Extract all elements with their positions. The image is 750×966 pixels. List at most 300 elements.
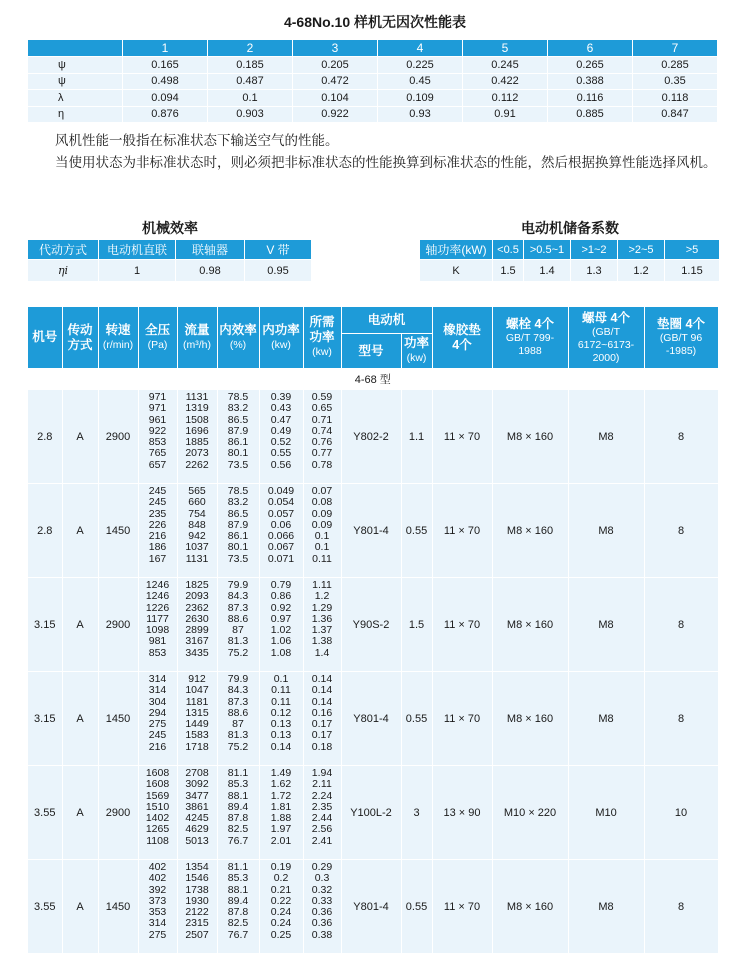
header-required-power — [303, 307, 341, 369]
int-power-list — [259, 860, 303, 954]
washer-cell: 8 — [644, 484, 718, 578]
eff-list — [217, 672, 259, 766]
list-value: 1885 — [185, 436, 209, 449]
int-power-list — [259, 390, 303, 484]
header-nut — [568, 307, 644, 369]
motor-reserve-table — [420, 240, 720, 282]
list-value: 0.16 — [311, 706, 333, 719]
eff-list — [217, 390, 259, 484]
cell: 0.109 — [378, 90, 463, 107]
cell: 0.885 — [548, 106, 633, 123]
drive-cell: A — [62, 484, 98, 578]
bolt-cell: M8 × 160 — [492, 860, 568, 954]
cell: 0.498 — [123, 73, 208, 90]
list-value: 245 — [148, 729, 167, 742]
list-value: 81.1 — [227, 767, 249, 779]
list-value: 88.6 — [227, 706, 249, 719]
header-speed-unit: (r/min) — [102, 338, 134, 351]
list-value: 75.2 — [227, 646, 249, 659]
list-value: 2.44 — [311, 812, 333, 825]
list-value: 1181 — [185, 695, 209, 708]
nut-cell: M8 — [568, 390, 644, 484]
pressure-list — [138, 766, 177, 860]
int-power-list — [259, 766, 303, 860]
motor-model-cell: Y801-4 — [341, 860, 401, 954]
req-power-list — [303, 484, 341, 578]
list-value: 3861 — [185, 800, 209, 813]
list-value: 0.067 — [267, 541, 295, 554]
list-value: 86.1 — [227, 530, 249, 543]
list-value: 1.36 — [311, 612, 333, 625]
list-value: 87.3 — [227, 601, 249, 614]
list-value: 0.47 — [270, 413, 292, 426]
flow-list — [177, 484, 217, 578]
list-value: 0.36 — [311, 906, 333, 919]
req-power-list — [303, 860, 341, 954]
group-row — [28, 766, 718, 860]
cell: 1.3 — [571, 260, 618, 282]
list-value: 1718 — [185, 740, 209, 753]
table-row — [28, 73, 718, 90]
machine-no-cell: 2.8 — [28, 484, 62, 578]
req-power-list — [303, 672, 341, 766]
list-value: 0.19 — [270, 861, 292, 873]
list-value: 87.8 — [227, 812, 249, 825]
header-internal-eff — [217, 307, 259, 369]
washer-cell: 8 — [644, 578, 718, 672]
list-value: 1738 — [185, 883, 209, 896]
cell: 0.98 — [176, 260, 245, 282]
header-pressure-unit: (Pa) — [147, 338, 168, 351]
mech-efficiency-title: 机械效率 — [142, 220, 198, 236]
cell: 1.5 — [493, 260, 524, 282]
page-title: 4-68No.10 样机无因次性能表 — [283, 14, 467, 30]
list-value: 0.08 — [311, 496, 333, 509]
list-value: 89.4 — [227, 800, 249, 813]
list-value: 0.14 — [311, 673, 333, 685]
list-value: 1.62 — [270, 778, 292, 791]
list-value: 981 — [148, 635, 167, 648]
motor-power-cell: 0.55 — [401, 860, 432, 954]
flow-list — [177, 766, 217, 860]
int-power-list — [259, 578, 303, 672]
list-value: 1246 — [145, 590, 170, 603]
list-value: 1047 — [185, 684, 209, 697]
header-power-label: 内功率 — [262, 322, 300, 337]
list-value: 82.5 — [227, 823, 249, 836]
list-value: 3477 — [185, 789, 209, 802]
list-value: 216 — [148, 530, 167, 543]
motor-model-cell: Y801-4 — [341, 672, 401, 766]
list-value: 314 — [148, 917, 167, 930]
list-value: 0.057 — [267, 507, 295, 520]
list-value: 88.6 — [227, 612, 249, 625]
list-value: 1.37 — [311, 624, 333, 637]
table-row — [28, 260, 312, 282]
list-value: 4629 — [185, 823, 209, 836]
header-bolt-label: 螺栓 4个 — [506, 317, 554, 331]
cell: 0.285 — [633, 57, 718, 74]
model-label: 4-68 型 — [28, 369, 718, 390]
cell: 0.1 — [208, 90, 293, 107]
motor-model-cell: Y802-2 — [341, 390, 401, 484]
header-eff-label: 内效率 — [219, 322, 257, 337]
list-value: 657 — [148, 458, 167, 471]
washer-cell: 10 — [644, 766, 718, 860]
table-header-row — [28, 307, 718, 334]
column-header: >1~2 — [571, 240, 618, 260]
list-value: 2122 — [185, 906, 209, 919]
list-value: 0.14 — [311, 684, 333, 697]
list-value: 0.066 — [267, 530, 295, 543]
speed-cell: 1450 — [98, 672, 138, 766]
list-value: 0.24 — [270, 906, 292, 919]
flow-list — [177, 672, 217, 766]
list-value: 2.24 — [311, 789, 333, 802]
motor-power-cell: 1.5 — [401, 578, 432, 672]
column-header: >5 — [665, 240, 720, 260]
req-power-list — [303, 390, 341, 484]
motor-power-cell: 0.55 — [401, 672, 432, 766]
list-value: 0.39 — [270, 391, 292, 403]
cell: 0.245 — [463, 57, 548, 74]
list-value: 0.25 — [270, 928, 292, 941]
list-value: 1354 — [185, 861, 209, 873]
nut-cell: M8 — [568, 672, 644, 766]
pressure-list — [138, 672, 177, 766]
drive-cell: A — [62, 390, 98, 484]
list-value: 1319 — [185, 402, 209, 415]
table-row — [28, 106, 718, 123]
list-value: 0.12 — [270, 706, 292, 719]
table-row — [28, 90, 718, 107]
list-value: 81.3 — [227, 635, 249, 648]
motor-reserve-title: 电动机储备系数 — [521, 220, 619, 236]
cell: 0.388 — [548, 73, 633, 90]
list-value: 0.071 — [267, 552, 295, 565]
pressure-list — [138, 484, 177, 578]
header-req-label: 所需功率 — [309, 315, 335, 344]
list-value: 2.01 — [270, 834, 292, 847]
eff-list — [217, 766, 259, 860]
list-value: 848 — [188, 518, 206, 531]
list-value: 226 — [148, 518, 167, 531]
column-header: 电动机直联 — [99, 240, 176, 260]
header-motor: 电动机 — [341, 307, 432, 334]
flow-list — [177, 578, 217, 672]
header-power-unit: (kw) — [271, 338, 291, 351]
list-value: 1.29 — [311, 601, 333, 614]
column-header: 5 — [463, 40, 548, 57]
list-value: 235 — [148, 507, 167, 520]
list-value: 0.14 — [311, 695, 333, 708]
list-value: 2262 — [185, 458, 209, 471]
cell: 1.4 — [524, 260, 571, 282]
list-value: 0.17 — [311, 718, 333, 731]
list-value: 3435 — [185, 646, 209, 659]
list-value: 1.11 — [312, 579, 332, 591]
cell: 0.95 — [245, 260, 312, 282]
list-value: 660 — [188, 496, 206, 509]
header-washer-std: (GB/T 96 -1985) — [659, 332, 703, 357]
cell: 0.112 — [463, 90, 548, 107]
machine-no-cell: 3.15 — [28, 672, 62, 766]
list-value: 1825 — [185, 579, 209, 591]
list-value: 1.49 — [270, 767, 292, 779]
list-value: 87 — [232, 718, 244, 731]
machine-no-cell: 3.55 — [28, 766, 62, 860]
header-flow-label: 流量 — [184, 322, 210, 337]
list-value: 87.3 — [227, 695, 249, 708]
group-row — [28, 860, 718, 954]
list-value: 0.11 — [312, 552, 332, 565]
bolt-cell: M8 × 160 — [492, 390, 568, 484]
req-power-list — [303, 578, 341, 672]
column-header: >0.5~1 — [524, 240, 571, 260]
list-value: 0.49 — [270, 424, 292, 437]
list-value: 1.02 — [270, 624, 292, 637]
list-value: 1098 — [145, 624, 170, 637]
header-motor-power-label: 功率 — [404, 336, 430, 350]
column-header: 3 — [293, 40, 378, 57]
list-value: 80.1 — [227, 447, 249, 460]
nut-cell: M8 — [568, 484, 644, 578]
header-drive-mode: 传动方式 — [62, 307, 98, 369]
list-value: 2507 — [185, 928, 209, 941]
list-value: 275 — [148, 718, 167, 731]
list-value: 1.4 — [314, 646, 330, 659]
list-value: 314 — [148, 684, 167, 697]
row-symbol: ψ — [28, 73, 123, 90]
list-value: 5013 — [185, 834, 209, 847]
list-value: 0.09 — [311, 507, 333, 520]
motor-power-cell: 1.1 — [401, 390, 432, 484]
list-value: 922 — [148, 424, 167, 437]
nut-cell: M8 — [568, 578, 644, 672]
list-value: 0.52 — [270, 436, 292, 449]
column-header: 6 — [548, 40, 633, 57]
eff-list — [217, 860, 259, 954]
nut-cell: M10 — [568, 766, 644, 860]
washer-cell: 8 — [644, 672, 718, 766]
note-paragraph: 风机性能一般指在标准状态下输送空气的性能。 — [55, 133, 339, 149]
list-value: 0.17 — [311, 729, 333, 742]
list-value: 853 — [148, 646, 167, 659]
cell: 1 — [99, 260, 176, 282]
cell: 0.91 — [463, 106, 548, 123]
header-flow — [177, 307, 217, 369]
pad-cell: 11 × 70 — [432, 484, 492, 578]
mech-efficiency-table — [28, 240, 312, 282]
list-value: 1508 — [185, 413, 209, 426]
column-header: 代动方式 — [28, 240, 99, 260]
column-header: >2~5 — [618, 240, 665, 260]
list-value: 1.72 — [270, 789, 292, 802]
list-value: 765 — [148, 447, 167, 460]
motor-power-cell: 0.55 — [401, 484, 432, 578]
list-value: 0.1 — [314, 530, 330, 543]
cell: 1.2 — [618, 260, 665, 282]
list-value: 0.14 — [270, 740, 292, 753]
flow-list — [177, 860, 217, 954]
table-header-row — [28, 240, 312, 260]
list-value: 84.3 — [227, 684, 249, 697]
list-value: 87.8 — [227, 906, 249, 919]
header-req-unit: (kw) — [312, 346, 332, 358]
bolt-cell: M8 × 160 — [492, 578, 568, 672]
list-value: 1510 — [145, 800, 170, 813]
header-washer-label: 垫圈 4个 — [657, 317, 705, 331]
motor-power-cell: 3 — [401, 766, 432, 860]
list-value: 79.9 — [227, 673, 249, 685]
row-symbol: ψ — [28, 57, 123, 74]
list-value: 275 — [148, 928, 167, 941]
cell: 0.422 — [463, 73, 548, 90]
list-value: 0.97 — [270, 612, 292, 625]
list-value: 2.35 — [311, 800, 333, 813]
header-bolt — [492, 307, 568, 369]
list-value: 1.2 — [314, 590, 330, 603]
cell: 0.104 — [293, 90, 378, 107]
list-value: 1696 — [185, 424, 209, 437]
list-value: 1930 — [185, 894, 209, 907]
pad-cell: 11 × 70 — [432, 578, 492, 672]
list-value: 2.41 — [311, 834, 333, 847]
list-value: 1449 — [185, 718, 209, 731]
list-value: 82.5 — [227, 917, 249, 930]
list-value: 353 — [148, 906, 167, 919]
cell: 0.876 — [123, 106, 208, 123]
eff-list — [217, 578, 259, 672]
column-header: 联轴器 — [176, 240, 245, 260]
list-value: 0.77 — [311, 447, 333, 460]
list-value: 79.9 — [227, 579, 249, 591]
list-value: 942 — [188, 530, 206, 543]
list-value: 0.65 — [311, 402, 333, 415]
list-value: 1131 — [185, 552, 209, 565]
header-pad-label: 橡胶垫 4个 — [443, 322, 481, 352]
machine-no-cell: 2.8 — [28, 390, 62, 484]
list-value: 245 — [148, 485, 167, 497]
list-value: 83.2 — [227, 402, 249, 415]
motor-model-cell: Y801-4 — [341, 484, 401, 578]
cell: 0.922 — [293, 106, 378, 123]
list-value: 4245 — [185, 812, 209, 825]
list-value: 2093 — [185, 590, 209, 603]
list-value: 1402 — [145, 812, 170, 825]
list-value: 2073 — [185, 447, 209, 460]
list-value: 294 — [148, 706, 167, 719]
list-value: 81.1 — [227, 861, 249, 873]
list-value: 1.97 — [270, 823, 292, 836]
group-row — [28, 672, 718, 766]
list-value: 167 — [148, 552, 167, 565]
column-header: 2 — [208, 40, 293, 57]
list-value: 84.3 — [227, 590, 249, 603]
list-value: 1546 — [185, 872, 209, 885]
list-value: 0.79 — [270, 579, 292, 591]
list-value: 971 — [148, 391, 167, 403]
washer-cell: 8 — [644, 860, 718, 954]
washer-cell: 8 — [644, 390, 718, 484]
cell: 0.165 — [123, 57, 208, 74]
header-washer — [644, 307, 718, 369]
cell: 0.472 — [293, 73, 378, 90]
group-row — [28, 484, 718, 578]
list-value: 0.32 — [311, 883, 333, 896]
list-value: 1.88 — [270, 812, 292, 825]
list-value: 88.1 — [227, 883, 249, 896]
list-value: 0.78 — [311, 458, 333, 471]
list-value: 0.92 — [270, 601, 292, 614]
cell: 0.205 — [293, 57, 378, 74]
speed-cell: 2900 — [98, 390, 138, 484]
pad-cell: 11 × 70 — [432, 860, 492, 954]
list-value: 1131 — [185, 391, 209, 403]
column-header: <0.5 — [493, 240, 524, 260]
list-value: 1265 — [145, 823, 170, 836]
dimensionless-table — [28, 40, 718, 123]
cell: 0.118 — [633, 90, 718, 107]
list-value: 1246 — [145, 579, 170, 591]
list-value: 85.3 — [227, 872, 249, 885]
column-header: 1 — [123, 40, 208, 57]
speed-cell: 1450 — [98, 860, 138, 954]
list-value: 402 — [148, 872, 167, 885]
header-internal-power — [259, 307, 303, 369]
list-value: 1.06 — [270, 635, 292, 648]
pad-cell: 11 × 70 — [432, 390, 492, 484]
column-header: 7 — [633, 40, 718, 57]
list-value: 1.08 — [270, 646, 292, 659]
table-header-row — [28, 40, 718, 57]
pressure-list — [138, 578, 177, 672]
list-value: 89.4 — [227, 894, 249, 907]
list-value: 81.3 — [227, 729, 249, 742]
group-row — [28, 390, 718, 484]
eff-list — [217, 484, 259, 578]
list-value: 1.38 — [311, 635, 333, 648]
table-header-row — [420, 240, 720, 260]
list-value: 0.29 — [311, 861, 333, 873]
list-value: 3092 — [185, 778, 209, 791]
pressure-list — [138, 390, 177, 484]
pressure-list — [138, 860, 177, 954]
list-value: 83.2 — [227, 496, 249, 509]
list-value: 0.71 — [311, 413, 333, 426]
list-value: 73.5 — [227, 552, 249, 565]
cell: 0.225 — [378, 57, 463, 74]
int-power-list — [259, 672, 303, 766]
list-value: 0.38 — [311, 928, 333, 941]
header-eff-unit: (%) — [229, 338, 247, 351]
list-value: 0.049 — [267, 485, 295, 497]
row-symbol: η — [28, 106, 123, 123]
list-value: 73.5 — [227, 458, 249, 471]
list-value: 80.1 — [227, 541, 249, 554]
list-value: 87 — [232, 624, 244, 637]
list-value: 971 — [148, 402, 167, 415]
cell: 0.094 — [123, 90, 208, 107]
list-value: 78.5 — [227, 485, 249, 497]
cell: 0.45 — [378, 73, 463, 90]
list-value: 75.2 — [227, 740, 249, 753]
header-speed — [98, 307, 138, 369]
list-value: 245 — [148, 496, 167, 509]
cell: 0.185 — [208, 57, 293, 74]
row-label: ηi — [28, 260, 99, 282]
cell: 0.35 — [633, 73, 718, 90]
